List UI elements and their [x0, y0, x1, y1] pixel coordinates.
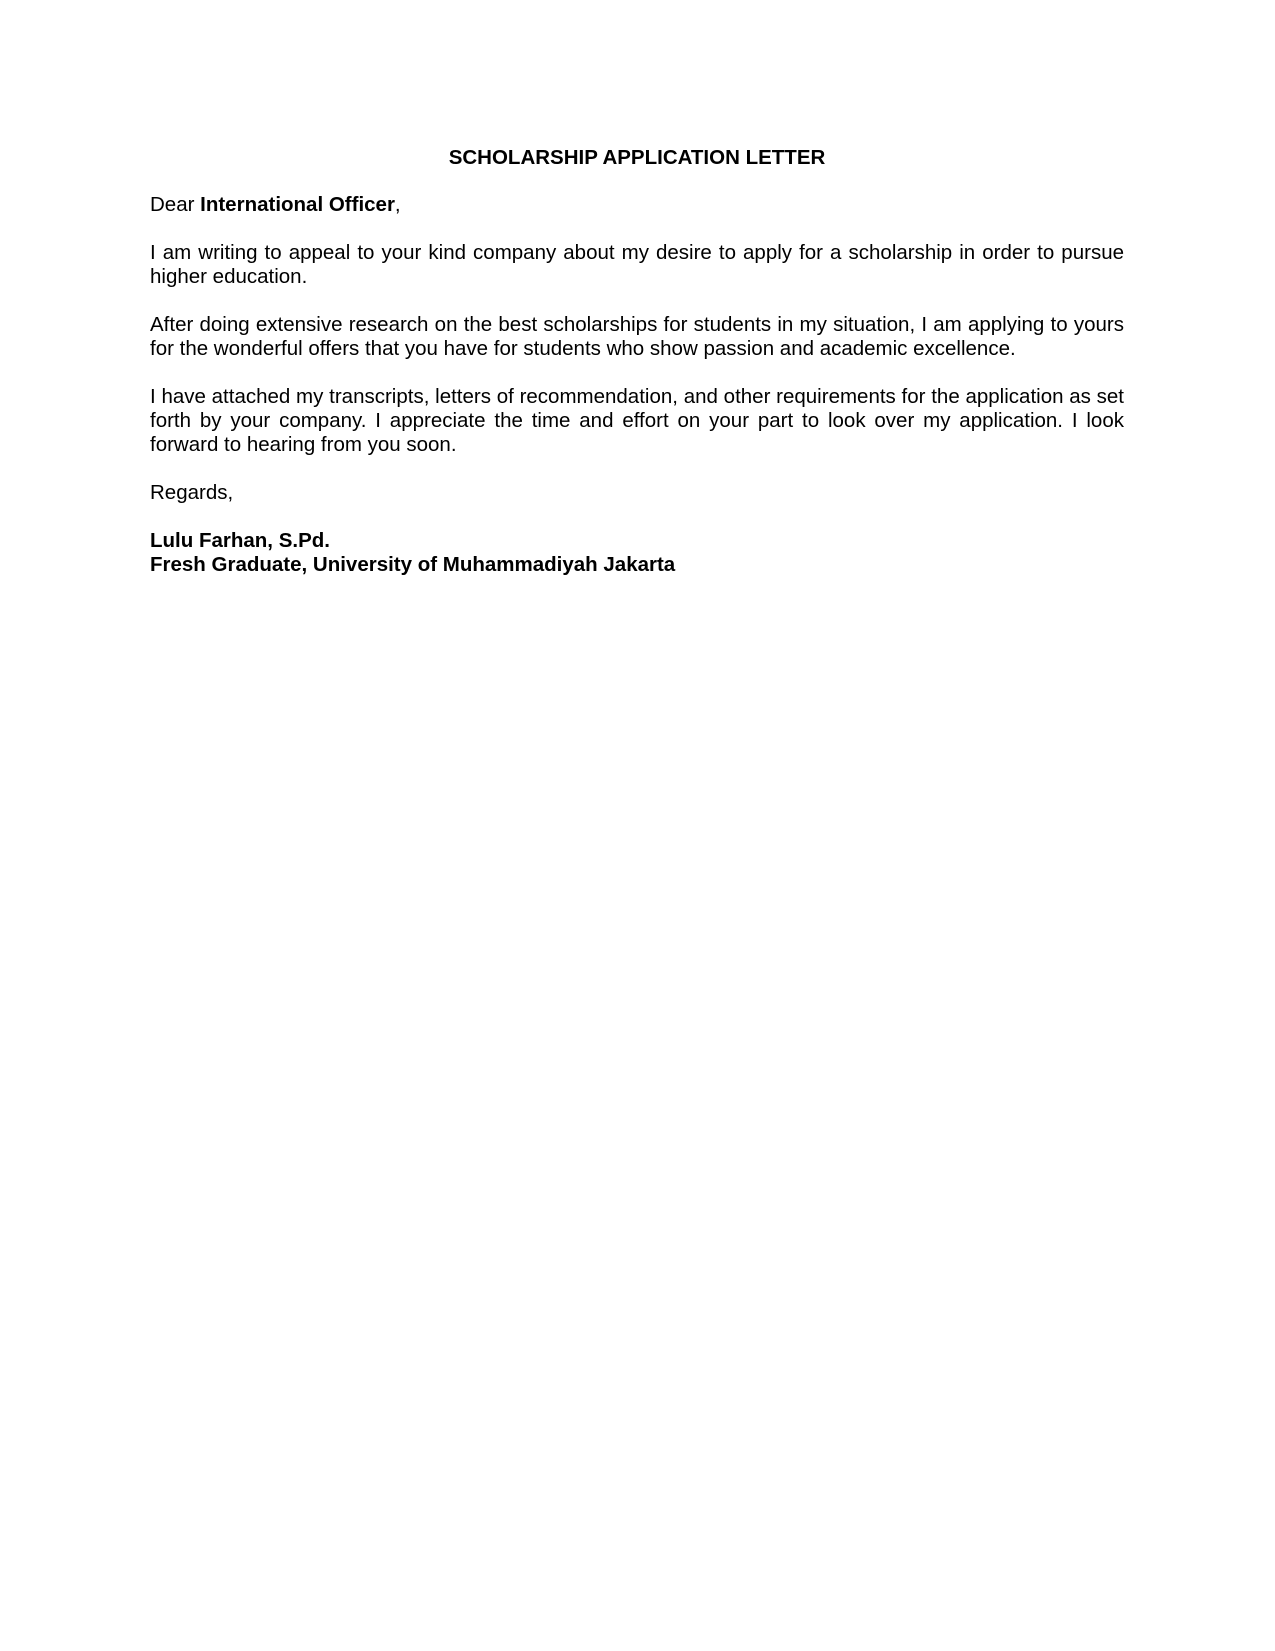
salutation-punct: ,: [394, 193, 401, 216]
paragraph-attachments: I have attached my transcripts, letters of recommendation, and other requirements for the application as set forth by your company. I appreciate the time and effort on your part to look over my application. I look forward to hearing from you soon.: [150, 385, 1124, 456]
paragraph-intro: I am writing to appeal to your kind company about my desire to apply for a scholarship in order to pursue higher education.: [150, 241, 1124, 288]
signature-name: Lulu Farhan, S.Pd.: [150, 529, 330, 552]
salutation-recipient: International Officer: [200, 193, 395, 216]
paragraph-research: After doing extensive research on the best scholarships for students in my situation, I am applying to yours for the wonderful offers that you have for students who show passion and academic excellence.: [150, 313, 1124, 360]
closing: Regards,: [150, 481, 234, 504]
letter-body: [150, 146, 1124, 577]
salutation: [150, 193, 1124, 217]
letter-title: SCHOLARSHIP APPLICATION LETTER: [448, 146, 826, 169]
signature-affiliation: Fresh Graduate, University of Muhammadiyah Jakarta: [150, 553, 676, 576]
salutation-greeting: Dear: [150, 193, 201, 216]
